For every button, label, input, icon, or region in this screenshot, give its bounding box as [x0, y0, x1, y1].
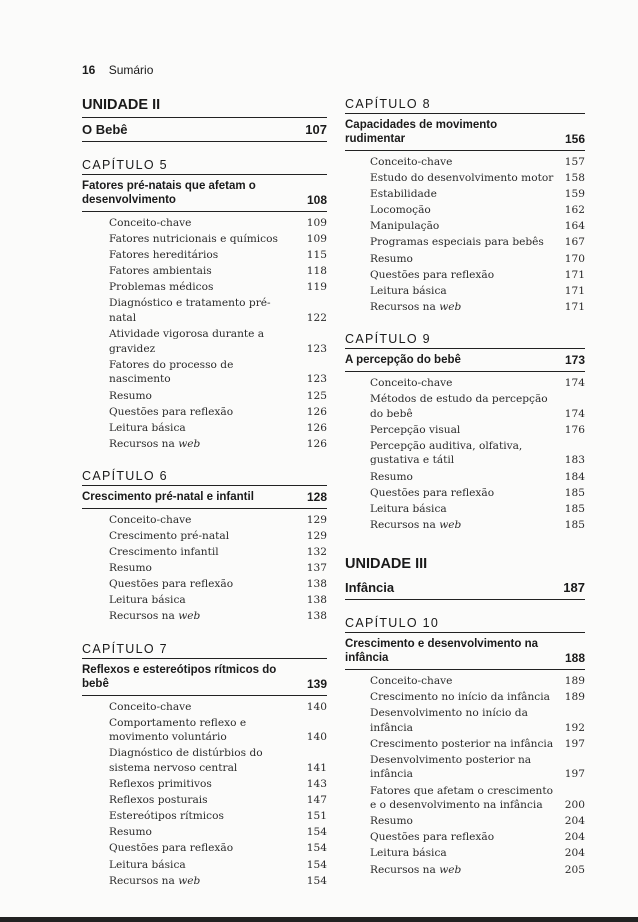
- page-bottom-edge: [0, 917, 638, 922]
- entry-title: [370, 674, 452, 689]
- entry-page: 189: [564, 674, 585, 687]
- entry-text: Programas especiais para bebês: [370, 236, 544, 249]
- toc-entry: [109, 529, 327, 545]
- toc-entry: [370, 846, 585, 862]
- toc-entry: [370, 155, 585, 171]
- entry-page: 171: [564, 284, 585, 297]
- entry-page: 197: [564, 737, 585, 750]
- entry-text: Resumo: [109, 826, 152, 839]
- entry-title: [370, 235, 544, 250]
- toc-entry: [370, 784, 585, 815]
- toc-entry: [370, 268, 585, 284]
- entry-title: [370, 439, 558, 468]
- entry-page: 115: [306, 249, 327, 262]
- toc-entry: [370, 171, 585, 187]
- entry-text: Conceito-chave: [109, 513, 192, 526]
- entry-title: [109, 327, 297, 356]
- toc-entry: [109, 746, 327, 777]
- toc-entry: [370, 439, 585, 470]
- entry-page: 183: [564, 454, 585, 467]
- toc-entry: [109, 874, 327, 890]
- chapter-label: CAPÍTULO 5: [82, 158, 327, 175]
- entry-italic: web: [178, 610, 201, 623]
- toc-entry: [370, 863, 585, 879]
- entry-list: [345, 151, 585, 316]
- chapter-page: 156: [564, 132, 585, 146]
- chapter-label: CAPÍTULO 10: [345, 616, 585, 633]
- entry-title: [370, 219, 439, 234]
- entry-text: Resumo: [370, 470, 413, 483]
- entry-title: [370, 171, 553, 186]
- entry-title: [109, 437, 200, 452]
- entry-title: [370, 502, 447, 517]
- entry-text: Locomoção: [370, 204, 431, 217]
- entry-text: Recursos na: [109, 874, 175, 887]
- entry-text: Estudo do desenvolvimento motor: [370, 172, 554, 185]
- chapter-page: 173: [564, 352, 585, 367]
- entry-text: Recursos na: [370, 300, 436, 313]
- entry-title: [109, 793, 208, 808]
- entry-page: 185: [564, 518, 585, 531]
- entry-italic: web: [178, 437, 201, 450]
- entry-title: [109, 561, 152, 576]
- entry-text: Questões para reflexão: [109, 842, 234, 855]
- entry-page: 151: [306, 810, 327, 823]
- entry-text: Problemas médicos: [109, 281, 214, 294]
- entry-list: [82, 696, 327, 890]
- entry-title: [370, 392, 558, 421]
- entry-title: [109, 232, 278, 247]
- toc-entry: [109, 825, 327, 841]
- entry-page: 204: [564, 815, 585, 828]
- entry-title: [109, 513, 191, 528]
- entry-title: [370, 784, 558, 813]
- entry-title: [109, 358, 297, 387]
- unit-subtitle-row: [82, 118, 327, 141]
- unit-name: UNIDADE III: [345, 555, 428, 572]
- chapter: [345, 616, 585, 879]
- toc-entry: [109, 700, 327, 716]
- entry-page: 174: [564, 376, 585, 389]
- toc-entry: [370, 814, 585, 830]
- chapter-title-row: [82, 486, 327, 509]
- entry-text: Desenvolvimento no início da infância: [370, 707, 528, 734]
- entry-page: 189: [564, 690, 585, 703]
- entry-page: 129: [306, 530, 327, 542]
- chapter-title: Fatores pré-natais que afetam o desenvolvimento: [82, 180, 256, 206]
- entry-page: 204: [564, 847, 585, 860]
- chapter-title: Crescimento e desenvolvimento na infância: [345, 637, 539, 664]
- entry-page: 157: [564, 156, 585, 168]
- toc-entry: [370, 235, 585, 251]
- entry-text: Percepção auditiva, olfativa, gustativa e tátil: [370, 439, 523, 467]
- entry-italic: web: [439, 863, 462, 876]
- entry-text: Estabilidade: [370, 188, 437, 201]
- entry-title: [370, 268, 494, 283]
- entry-text: Reflexos posturais: [109, 794, 208, 807]
- entry-title: [109, 777, 212, 792]
- entry-title: [370, 814, 413, 829]
- entry-page: 147: [306, 794, 327, 807]
- toc-entry: [370, 486, 585, 502]
- entry-text: Fatores que afetam o crescimento e o desenvolvimento na infância: [370, 784, 553, 812]
- toc-entry: [109, 280, 327, 296]
- chapter-title: Capacidades de movimento rudimentar: [345, 119, 498, 145]
- entry-title: [370, 284, 447, 299]
- toc-entry: [109, 793, 327, 809]
- chapter-label: CAPÍTULO 7: [82, 642, 327, 659]
- chapter: [345, 97, 585, 316]
- entry-text: Recursos na: [370, 518, 436, 531]
- toc-entry: [370, 470, 585, 486]
- entry-page: 109: [306, 233, 327, 246]
- entry-text: Resumo: [370, 252, 413, 265]
- entry-title: [370, 830, 494, 845]
- toc-left-column: [82, 97, 327, 890]
- toc-entry: [109, 216, 327, 232]
- entry-title: [109, 389, 152, 404]
- entry-text: Conceito-chave: [370, 376, 453, 389]
- chapter-title-row: [345, 633, 585, 670]
- entry-text: Estereótipos rítmicos: [109, 810, 224, 823]
- entry-title: [109, 577, 233, 592]
- entry-page: 138: [306, 610, 327, 623]
- entry-text: Resumo: [109, 562, 152, 575]
- entry-title: [109, 296, 297, 325]
- unit-heading: [345, 556, 585, 600]
- entry-page: 137: [306, 562, 327, 575]
- section-title: Sumário: [108, 63, 154, 77]
- toc-entry: [370, 300, 585, 316]
- entry-page: 171: [564, 300, 585, 313]
- toc-entry: [370, 674, 585, 690]
- entry-page: 129: [306, 513, 327, 526]
- toc-entry: [370, 502, 585, 518]
- toc-entry: [109, 777, 327, 793]
- chapter-title: A percepção do bebê: [345, 353, 461, 366]
- entry-text: Conceito-chave: [109, 217, 192, 229]
- chapter: [345, 332, 585, 534]
- toc-entry: [109, 389, 327, 405]
- entry-text: Fatores nutricionais e químicos: [109, 233, 278, 246]
- toc-entry: [370, 284, 585, 300]
- entry-title: [370, 155, 452, 170]
- toc-entry: [109, 232, 327, 248]
- entry-title: [109, 248, 218, 263]
- unit-page: 107: [305, 122, 327, 137]
- entry-text: Métodos de estudo da percepção do bebê: [370, 393, 548, 420]
- chapter-page: 128: [306, 489, 327, 504]
- chapter-page: 139: [306, 676, 327, 691]
- entry-text: Comportamento reflexo e movimento voluntário: [109, 716, 247, 744]
- entry-list: [82, 509, 327, 626]
- entry-title: [370, 203, 431, 218]
- entry-title: [370, 690, 550, 705]
- entry-page: 167: [564, 236, 585, 249]
- toc-entry: [370, 219, 585, 235]
- entry-page: 154: [306, 826, 327, 839]
- entry-page: 154: [306, 858, 327, 871]
- entry-text: Fatores hereditários: [109, 249, 219, 262]
- toc-entry: [109, 841, 327, 857]
- toc-entry: [109, 358, 327, 389]
- chapter-list: [345, 97, 585, 534]
- entry-page: 132: [306, 546, 327, 559]
- entry-title: [370, 470, 413, 485]
- entry-italic: web: [178, 874, 201, 887]
- toc-entry: [109, 577, 327, 593]
- entry-page: 118: [306, 265, 327, 278]
- chapter-title: Crescimento pré-natal e infantil: [82, 490, 254, 503]
- toc-entry: [370, 737, 585, 753]
- toc-entry: [370, 830, 585, 846]
- entry-title: [109, 280, 213, 295]
- toc-entry: [109, 545, 327, 561]
- entry-page: 176: [564, 423, 585, 436]
- toc-entry: [370, 423, 585, 439]
- entry-title: [370, 846, 447, 861]
- chapter-page: 108: [306, 193, 327, 207]
- entry-page: 140: [306, 700, 327, 713]
- entry-text: Recursos na: [109, 610, 175, 623]
- entry-text: Atividade vigorosa durante a gravidez: [109, 328, 265, 355]
- unit-subtitle: O Bebê: [82, 122, 128, 137]
- toc-entry: [109, 296, 327, 327]
- toc-entry: [370, 518, 585, 534]
- entry-title: [109, 421, 186, 436]
- page-header: [82, 63, 153, 77]
- entry-text: Crescimento no início da infância: [370, 690, 550, 703]
- entry-text: Questões para reflexão: [109, 405, 234, 418]
- entry-text: Leitura básica: [370, 502, 447, 515]
- entry-page: 123: [306, 373, 327, 386]
- entry-text: Diagnóstico de distúrbios do sistema nervoso central: [109, 747, 263, 774]
- entry-title: [370, 518, 461, 533]
- entry-page: 205: [564, 863, 585, 876]
- entry-text: Recursos na: [109, 437, 175, 450]
- entry-page: 200: [564, 799, 585, 812]
- toc-entry: [370, 753, 585, 784]
- toc-entry: [370, 252, 585, 268]
- entry-text: Leitura básica: [109, 858, 186, 871]
- entry-page: 154: [306, 874, 327, 887]
- entry-title: [109, 529, 229, 544]
- entry-title: [370, 300, 461, 315]
- entry-text: Fatores ambientais: [109, 265, 212, 278]
- entry-text: Reflexos primitivos: [109, 778, 212, 791]
- entry-title: [109, 609, 200, 624]
- toc-entry: [109, 593, 327, 609]
- toc-entry: [109, 561, 327, 577]
- entry-text: Desenvolvimento posterior na infância: [370, 753, 532, 781]
- entry-page: 123: [306, 342, 327, 355]
- unit-subtitle-row: [345, 576, 585, 599]
- entry-title: [109, 264, 212, 279]
- entry-text: Conceito-chave: [370, 156, 453, 168]
- unit-page: 187: [563, 579, 585, 595]
- entry-page: 126: [306, 437, 327, 450]
- entry-page: 197: [564, 768, 585, 781]
- entry-page: 192: [564, 721, 585, 734]
- toc-entry: [109, 809, 327, 825]
- entry-title: [370, 252, 413, 267]
- entry-text: Leitura básica: [370, 847, 447, 860]
- unit-name: UNIDADE II: [82, 97, 327, 118]
- entry-text: Leitura básica: [109, 594, 186, 607]
- entry-title: [109, 809, 224, 824]
- entry-page: 140: [306, 731, 327, 744]
- entry-page: 185: [564, 502, 585, 515]
- entry-title: [370, 737, 553, 752]
- entry-text: Questões para reflexão: [370, 486, 495, 499]
- entry-page: 126: [306, 405, 327, 418]
- entry-page: 138: [306, 578, 327, 591]
- toc-entry: [109, 858, 327, 874]
- entry-title: [370, 376, 452, 391]
- entry-page: 158: [564, 172, 585, 185]
- entry-text: Manipulação: [370, 220, 440, 233]
- chapter: [82, 642, 327, 890]
- entry-title: [370, 187, 437, 202]
- entry-text: Percepção visual: [370, 423, 461, 436]
- entry-text: Questões para reflexão: [109, 578, 234, 591]
- entry-title: [370, 863, 461, 878]
- chapter-page: 188: [564, 650, 585, 665]
- toc-entry: [370, 376, 585, 392]
- chapter-title-row: [345, 349, 585, 372]
- entry-list: [345, 670, 585, 879]
- chapter-label: CAPÍTULO 6: [82, 469, 327, 486]
- entry-text: Resumo: [370, 815, 413, 828]
- toc-entry: [109, 513, 327, 529]
- entry-text: Recursos na: [370, 863, 436, 876]
- toc-entry: [370, 392, 585, 423]
- entry-title: [109, 858, 186, 873]
- toc-entry: [109, 405, 327, 421]
- entry-text: Crescimento pré-natal: [109, 530, 230, 542]
- entry-page: 126: [306, 421, 327, 434]
- entry-title: [370, 486, 494, 501]
- entry-text: Leitura básica: [370, 284, 447, 297]
- entry-title: [109, 716, 297, 745]
- entry-page: 204: [564, 831, 585, 844]
- toc-entry: [109, 264, 327, 280]
- toc-right-column: [345, 97, 585, 879]
- chapter: [82, 158, 327, 453]
- entry-page: 119: [306, 281, 327, 294]
- chapter: [82, 469, 327, 626]
- entry-title: [109, 825, 152, 840]
- entry-page: 170: [564, 252, 585, 265]
- entry-title: [370, 753, 558, 782]
- chapter-label: CAPÍTULO 9: [345, 332, 585, 349]
- entry-title: [109, 216, 191, 231]
- entry-page: 141: [306, 761, 327, 774]
- entry-text: Crescimento infantil: [109, 546, 219, 559]
- entry-page: 154: [306, 842, 327, 855]
- entry-italic: web: [439, 518, 462, 531]
- toc-entry: [370, 187, 585, 203]
- entry-text: Questões para reflexão: [370, 831, 495, 844]
- chapter-title: Reflexos e estereótipos rítmicos do bebê: [82, 663, 277, 690]
- entry-italic: web: [439, 300, 462, 313]
- entry-text: Diagnóstico e tratamento pré-natal: [109, 297, 271, 325]
- entry-title: [109, 700, 191, 715]
- entry-list: [345, 372, 585, 534]
- chapter-label: CAPÍTULO 8: [345, 97, 585, 114]
- entry-page: 162: [564, 204, 585, 217]
- entry-page: 143: [306, 778, 327, 791]
- entry-page: 174: [564, 407, 585, 420]
- chapter-list: [82, 158, 327, 890]
- entry-text: Crescimento posterior na infância: [370, 737, 554, 750]
- toc-entry: [109, 421, 327, 437]
- entry-page: 185: [564, 486, 585, 499]
- unit-subtitle: Infância: [345, 579, 395, 595]
- entry-page: 109: [306, 217, 327, 229]
- entry-page: 138: [306, 594, 327, 607]
- entry-page: 125: [306, 389, 327, 402]
- toc-entry: [370, 203, 585, 219]
- entry-text: Conceito-chave: [109, 700, 192, 713]
- toc-entry: [370, 690, 585, 706]
- entry-title: [109, 593, 186, 608]
- toc-entry: [109, 248, 327, 264]
- entry-title: [109, 874, 200, 889]
- unit-heading: [82, 97, 327, 142]
- entry-page: 122: [306, 312, 327, 325]
- toc-entry: [370, 706, 585, 737]
- entry-text: Conceito-chave: [370, 674, 453, 687]
- entry-list: [82, 212, 327, 453]
- toc-entry: [109, 716, 327, 747]
- entry-title: [109, 746, 297, 775]
- page-number: 16: [82, 63, 96, 77]
- entry-title: [370, 706, 558, 735]
- toc-entry: [109, 327, 327, 358]
- entry-text: Fatores do processo de nascimento: [109, 358, 234, 386]
- entry-title: [109, 545, 219, 560]
- toc-entry: [109, 437, 327, 453]
- entry-text: Questões para reflexão: [370, 268, 495, 281]
- entry-title: [109, 841, 233, 856]
- entry-page: 171: [564, 268, 585, 281]
- chapter-title-row: [82, 175, 327, 212]
- entry-title: [370, 423, 460, 438]
- entry-page: 184: [564, 470, 585, 483]
- entry-title: [109, 405, 233, 420]
- chapter-title-row: [345, 114, 585, 151]
- entry-page: 164: [564, 220, 585, 233]
- toc-entry: [109, 609, 327, 625]
- chapter-list: [345, 616, 585, 879]
- chapter-title-row: [82, 659, 327, 696]
- entry-text: Resumo: [109, 389, 152, 402]
- entry-page: 159: [564, 188, 585, 201]
- entry-text: Leitura básica: [109, 421, 186, 434]
